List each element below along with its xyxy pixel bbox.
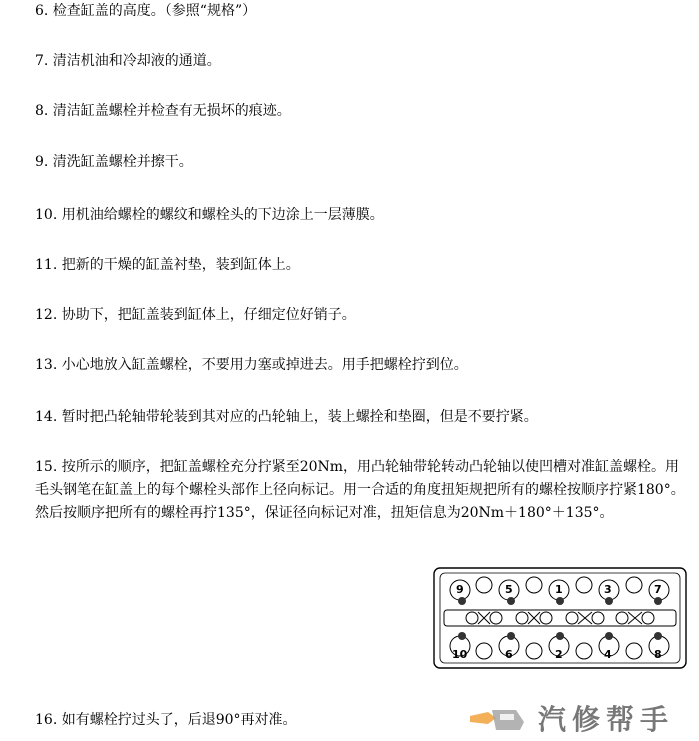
step-8: 8. 清洁缸盖螺栓并检查有无损坏的痕迹。 — [35, 103, 291, 119]
step-14: 14. 暂时把凸轮轴带轮装到其对应的凸轮轴上，装上螺拴和垫圈，但是不要拧紧。 — [35, 409, 538, 425]
bolt-label-2: 2 — [555, 648, 563, 661]
bolt-label-7: 7 — [654, 583, 662, 596]
bolt-label-8: 8 — [654, 648, 662, 661]
step-6: 6. 检查缸盖的高度。（参照“规格”） — [35, 3, 257, 19]
bolt-label-1: 1 — [555, 583, 563, 596]
cylinder-head-bolt-sequence-diagram — [432, 566, 688, 670]
step-9: 9. 清洗缸盖螺栓并擦干。 — [35, 154, 193, 170]
step-7: 7. 清洁机油和冷却液的通道。 — [35, 53, 221, 69]
bolt-label-4: 4 — [604, 648, 612, 661]
bolt-label-5: 5 — [505, 583, 513, 596]
watermark-text: 汽修帮手 — [538, 703, 675, 736]
bolt-label-3: 3 — [604, 583, 612, 596]
step-11: 11. 把新的干燥的缸盖衬垫，装到缸体上。 — [35, 257, 300, 273]
step-16: 16. 如有螺栓拧过头了，后退90°再对准。 — [35, 712, 297, 728]
bolt-label-9: 9 — [456, 583, 464, 596]
step-15: 15. 按所示的顺序，把缸盖螺栓充分拧紧至20Nm，用凸轮轴带轮转动凸轮轴以使凹槽对准缸盖螺栓。用毛头钢笔在缸盖上的每个螺栓头部作上径向标记。用一合适的角度扭矩规把所有的螺栓按顺序拧紧180°。然后按顺序把所有的螺栓再拧135°，保证径向标记对准，扭矩信息为20Nm＋180°＋135°。 — [35, 459, 685, 521]
step-12: 12. 协助下，把缸盖装到缸体上，仔细定位好销子。 — [35, 307, 356, 323]
watermark — [466, 700, 696, 740]
car-logo-icon — [466, 702, 530, 738]
step-13: 13. 小心地放入缸盖螺栓，不要用力塞或掉进去。用手把螺栓拧到位。 — [35, 357, 468, 373]
bolt-label-10: 10 — [452, 648, 468, 661]
step-10: 10. 用机油给螺栓的螺纹和螺栓头的下边涂上一层薄膜。 — [35, 207, 384, 223]
bolt-label-6: 6 — [505, 648, 513, 661]
